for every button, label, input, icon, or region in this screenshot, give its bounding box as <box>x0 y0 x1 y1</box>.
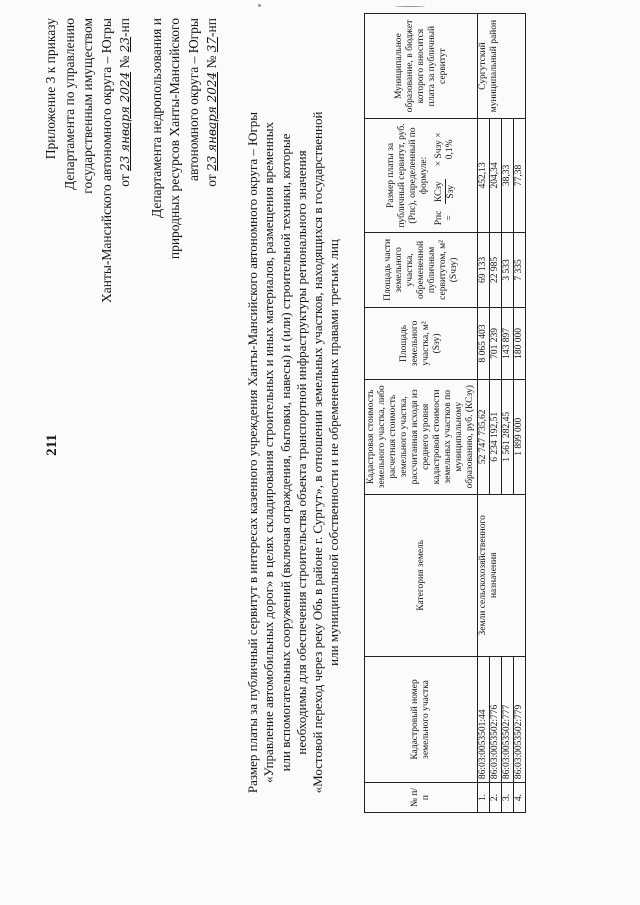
header-fee <box>365 119 478 233</box>
order-number-handwritten: 23 <box>118 36 132 53</box>
order-suffix: -нп <box>204 18 219 37</box>
appendix-line: государственным имуществом <box>80 18 95 194</box>
heading-line: необходимы для обеспечения строительства объекта транспортной инфраструктуры регионального значения <box>293 150 309 755</box>
appendix-order-1 <box>116 18 135 348</box>
order-prefix: от <box>117 174 132 187</box>
formula-numerator: КСзу <box>433 181 444 203</box>
cell-servitude-area: 22 985 <box>490 232 502 307</box>
table-row <box>502 14 514 813</box>
appendix-line: Ханты-Мансийского автономного округа – Югры <box>98 18 114 303</box>
header-num: № п/п <box>365 783 478 813</box>
servitude-fee-table <box>364 13 526 813</box>
order-number-handwritten: 37 <box>205 36 219 53</box>
cell-cost: 6 234 192,51 <box>490 379 502 494</box>
cell-num: 2. <box>490 783 502 813</box>
appendix-line: Департамента недропользования и <box>148 18 164 218</box>
cell-cost: 1 899 000 <box>514 379 526 494</box>
table-row <box>490 14 502 813</box>
order-prefix: от <box>204 174 219 187</box>
cell-cost: 52 747 735,62 <box>478 379 490 494</box>
cell-cadastral: 86:03:0053502:776 <box>490 656 502 782</box>
cell-cadastral: 86:03:0053501:44 <box>478 656 490 782</box>
cell-fee: 77,38 <box>514 119 526 233</box>
appendix-block <box>42 18 222 348</box>
heading-line: «Управление автомобильных дорог» в целях складирования строительных и иных материалов, размещения временных <box>261 122 277 783</box>
header-category: Категория земель <box>365 494 478 656</box>
cell-servitude-area: 69 133 <box>478 232 490 307</box>
table-row <box>478 14 490 813</box>
appendix-line: природных ресурсов Ханты-Мансийского <box>167 18 182 260</box>
page-number: 211 <box>44 434 60 456</box>
appendix-order-2 <box>203 18 222 348</box>
heading-line: «Мостовой переход через реку Обь в районе г. Сургут», в отношении земельных участков, находящихся в государственной <box>310 111 326 794</box>
cell-area: 143 897 <box>502 308 514 380</box>
appendix-line: Департамента по управлению <box>61 18 77 190</box>
heading-line: Размер платы за публичный сервитут в интересах казенного учреждения Ханты-Мансийского автономного округа – Югры <box>245 111 260 794</box>
cell-fee: 452,13 <box>478 119 490 233</box>
cell-cadastral: 86:03:0053502:779 <box>514 656 526 782</box>
cell-cadastral: 86:03:0053502:777 <box>502 656 514 782</box>
appendix-line: Приложение 3 к приказу <box>43 18 58 160</box>
cell-num: 1. <box>478 783 490 813</box>
cell-fee: 204,34 <box>490 119 502 233</box>
formula-lhs: Рпс = <box>434 210 455 226</box>
formula-fraction <box>434 179 457 204</box>
table-header-row <box>365 14 478 813</box>
header-area: Площадь земельного участка, м² (Sзу) <box>365 308 478 380</box>
header-cost: Кадастровая стоимость земельного участка, либо расчетная стоимость земельного участка, рассчитанная исходя из среднего уровня кадастровой стоимости земельных участков по муниципальному образованию, руб. (КСзу) <box>365 379 478 494</box>
cell-servitude-area: 7 335 <box>514 232 526 307</box>
appendix-line: автономного округа – Югры <box>185 18 201 181</box>
header-cadastral: Кадастровый номер земельного участка <box>365 656 478 782</box>
order-suffix: -нп <box>117 18 132 37</box>
cell-municipality: Сургутский муниципальный район <box>478 14 526 119</box>
cell-category: Земли сельскохозяйственного назначения <box>478 494 526 656</box>
cell-cost: 1 561 282,45 <box>502 379 514 494</box>
cell-num: 4. <box>514 783 526 813</box>
cell-area: 180 000 <box>514 308 526 380</box>
header-servitude-area: Площадь части земельного участка, обремененной публичным сервитутом, м² (Sчзу) <box>365 232 478 307</box>
heading-line: или вспомогательных сооружений (включая ограждения, бытовки, навесы) и (или) строительной техники, которые <box>277 133 293 772</box>
cell-fee: 38,33 <box>502 119 514 233</box>
header-municipality: Муниципальное образование, в бюджет которого вносится плата за публичный сервитут <box>365 14 478 119</box>
formula-denominator: Sзу <box>445 184 456 199</box>
heading-line: или муниципальной собственности и не обремененных правами третьих лиц <box>326 239 342 666</box>
cell-area: 701 239 <box>490 308 502 380</box>
order-number-sign: № <box>117 55 132 69</box>
order-date-handwritten: 23 января 2024 <box>118 71 132 171</box>
document-heading <box>245 12 343 893</box>
fee-header-text: Размер платы за публичный сервитут, руб. (Рпс), определенный по формуле: <box>385 123 429 228</box>
formula-rhs: × Sчзу × 0,1% <box>434 132 455 167</box>
cell-area: 8 065 403 <box>478 308 490 380</box>
cell-num: 3. <box>502 783 514 813</box>
cell-servitude-area: 3 533 <box>502 232 514 307</box>
order-date-handwritten: 23 января 2024 <box>205 71 219 171</box>
table-row <box>514 14 526 813</box>
fee-formula <box>434 122 457 229</box>
order-number-sign: № <box>204 55 219 69</box>
